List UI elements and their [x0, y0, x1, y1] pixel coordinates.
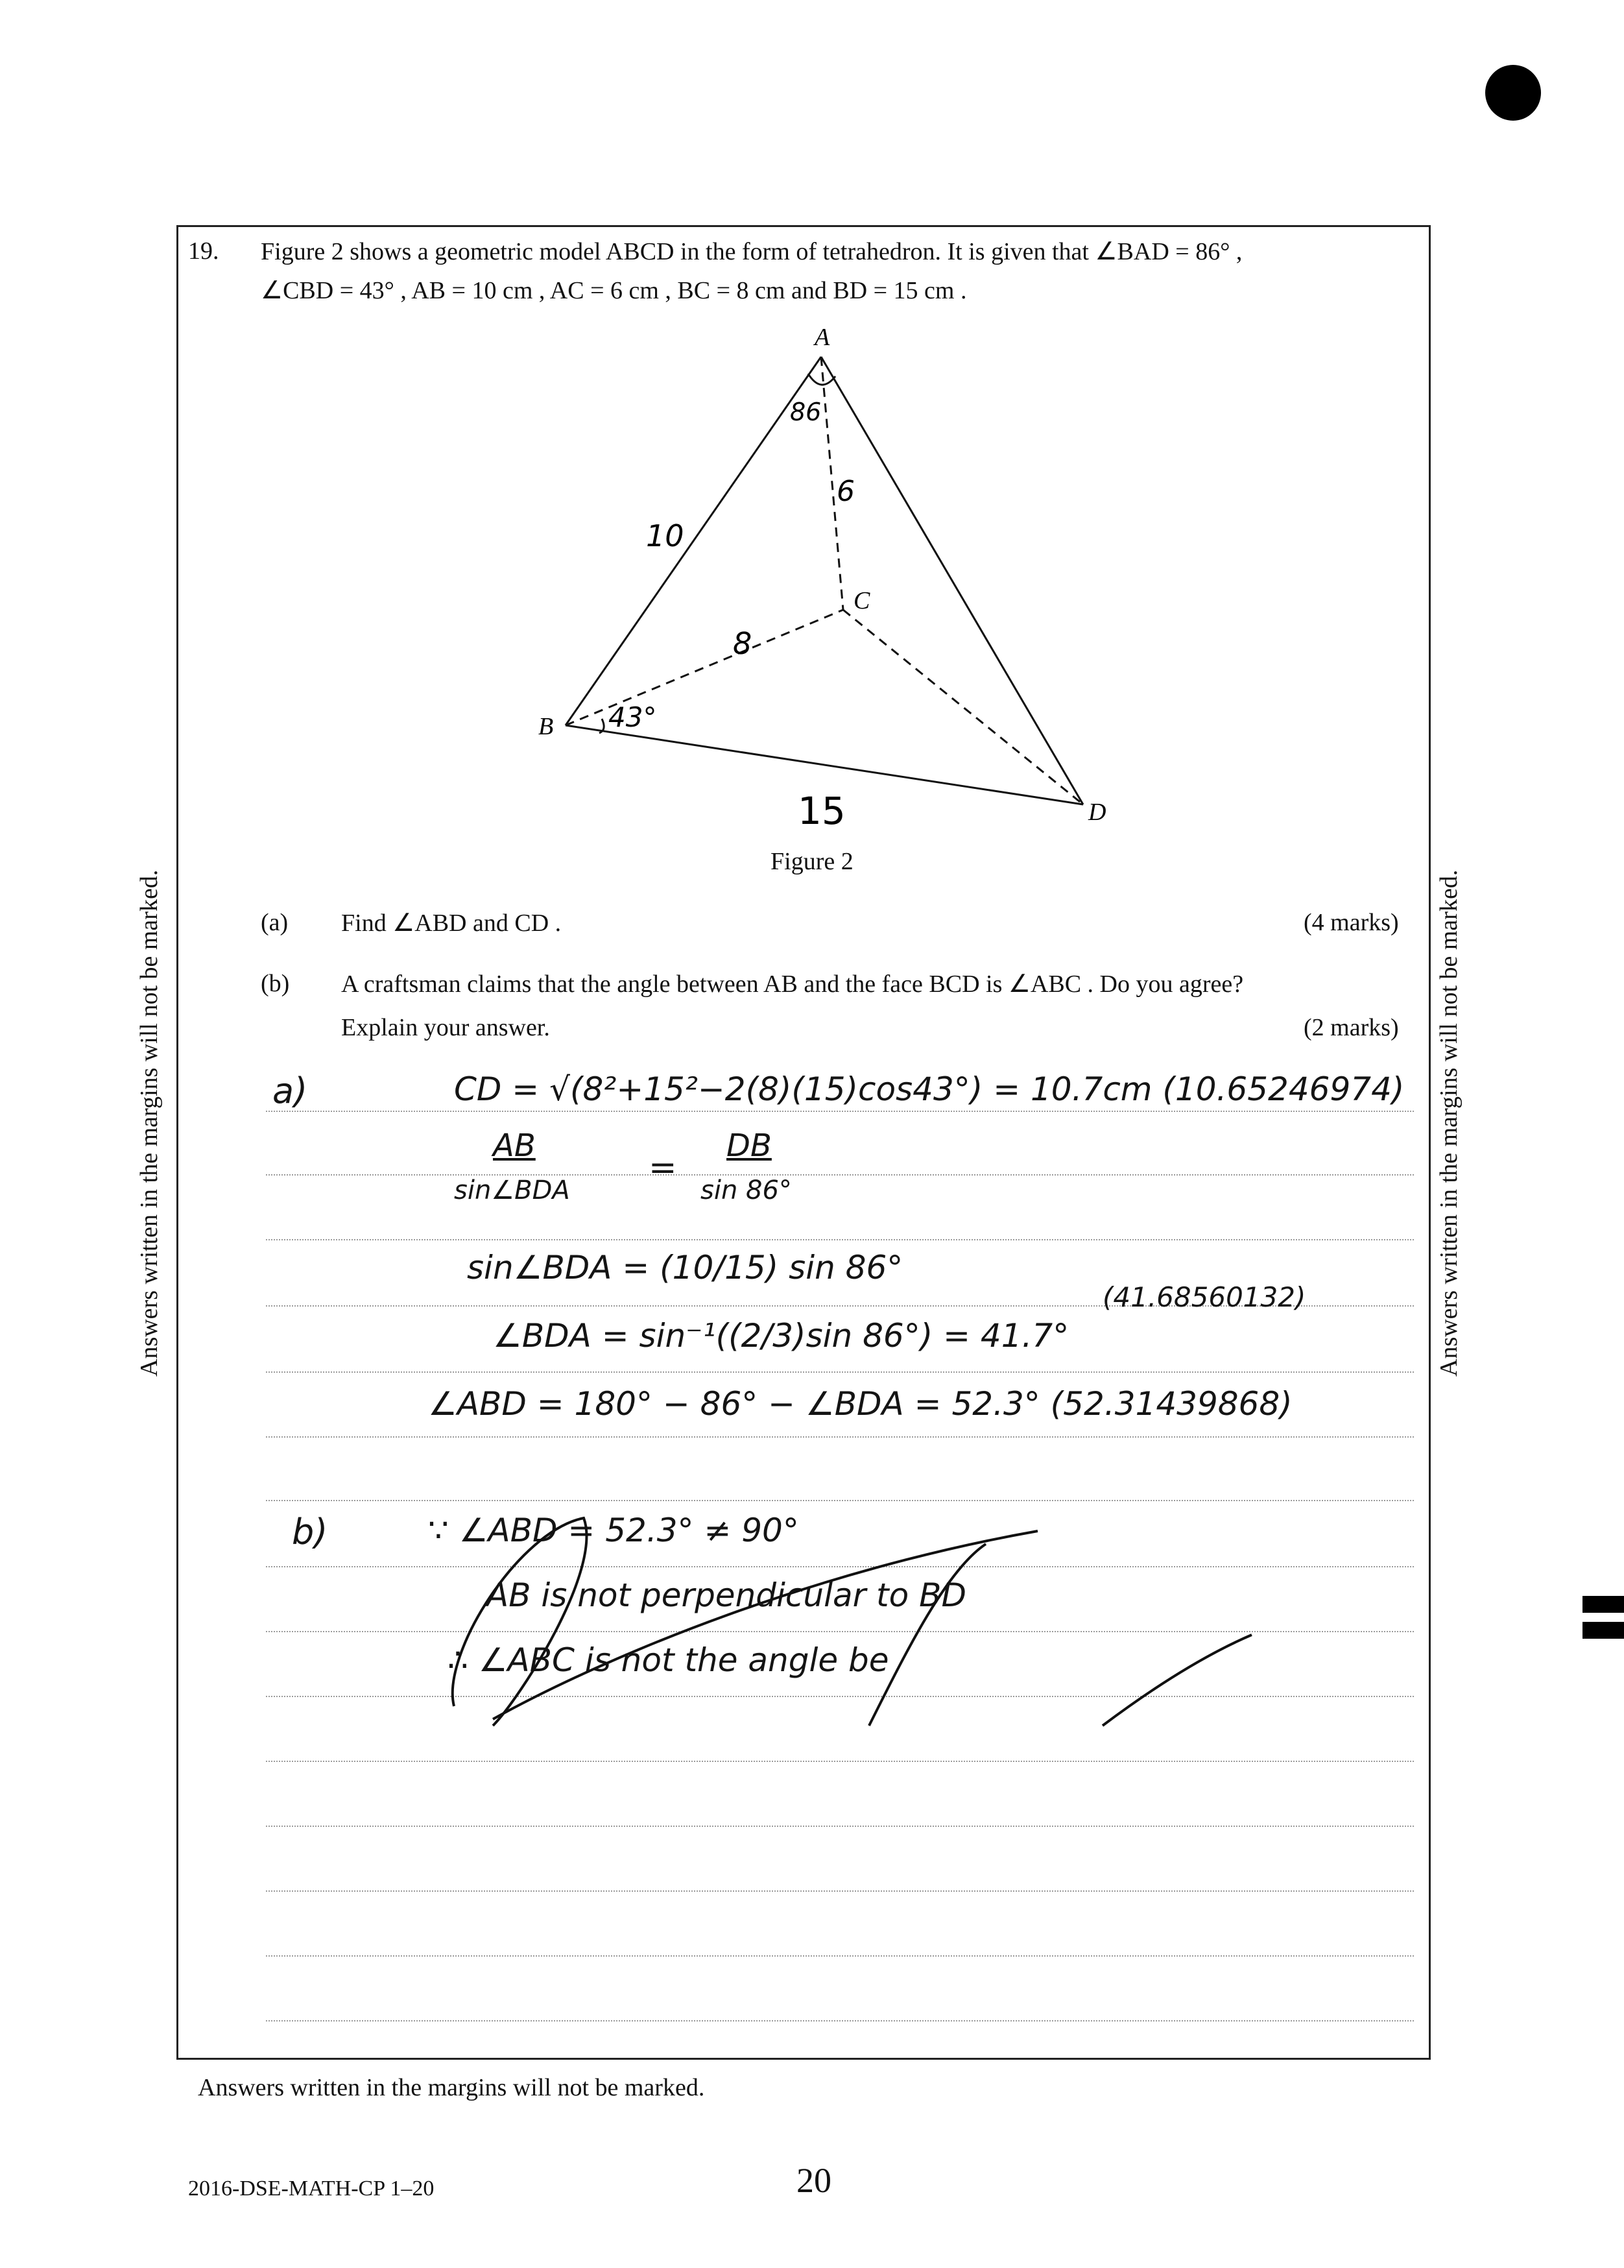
vertex-a-label: A [815, 324, 830, 351]
answer-a-line3-note: (41.68560132) [1103, 1281, 1306, 1313]
ruled-line [266, 1761, 1414, 1762]
footer-code: 2016-DSE-MATH-CP 1–20 [188, 2177, 435, 2201]
left-margin-note: Answers written in the margins will not be marked. [136, 869, 163, 1377]
answer-b-line2: AB is not perpendicular to BD [486, 1576, 966, 1614]
page-number: 20 [796, 2161, 831, 2200]
part-a-marks: (4 marks) [1304, 909, 1399, 936]
answer-a-line2-rnum: DB [726, 1128, 772, 1164]
part-b-label: (b) [261, 970, 290, 997]
ruled-line [266, 1955, 1414, 1957]
answer-a-line5: ∠ABD = 180° − 86° − ∠BDA = 52.3° (52.31439868) [428, 1385, 1293, 1423]
hand-label-ab: 10 [646, 518, 684, 553]
registration-dot [1485, 65, 1541, 121]
vertex-d-label: D [1088, 799, 1106, 826]
part-a-text: Find ∠ABD and CD . [341, 910, 562, 937]
answer-b-line1: ∵ ∠ABD = 52.3° ≠ 90° [428, 1512, 799, 1549]
answer-a-line2-eq: = [649, 1148, 677, 1187]
edge-ad [821, 357, 1083, 804]
ruled-line [266, 1826, 1414, 1827]
ruled-line [266, 1111, 1414, 1112]
answer-a-line1: CD = √(8²+15²−2(8)(15)cos43°) = 10.7cm (10.65246974) [454, 1070, 1405, 1108]
ruled-line [266, 1436, 1414, 1438]
question-stem-line2: ∠CBD = 43° , AB = 10 cm , AC = 6 cm , BC = 8 cm and BD = 15 cm . [261, 277, 967, 304]
question-number: 19. [188, 237, 219, 265]
answer-a-line2-num: AB [493, 1128, 536, 1164]
ruled-line [266, 1239, 1414, 1240]
question-stem-line1: Figure 2 shows a geometric model ABCD in the form of tetrahedron. It is given that ∠BAD = 86° , [261, 238, 1243, 265]
registration-bar-top [1582, 1596, 1624, 1613]
tetrahedron-figure [493, 318, 1141, 856]
part-b-marks: (2 marks) [1304, 1014, 1399, 1041]
crossout-scribble [415, 1492, 1297, 1739]
answer-a-label: a) [272, 1070, 308, 1111]
ruled-line [266, 2020, 1414, 2021]
answer-a-line2-den: sin∠BDA [454, 1176, 570, 1205]
edge-bc [566, 610, 843, 725]
answer-b-label: b) [292, 1512, 328, 1552]
hand-label-bd: 15 [798, 789, 846, 833]
hand-label-bc: 8 [733, 626, 752, 661]
registration-bar-bottom [1582, 1622, 1624, 1639]
bottom-margin-note: Answers written in the margins will not be marked. [198, 2074, 705, 2101]
hand-label-angle-a: 86 [790, 398, 822, 426]
answer-a-line2-rden: sin 86° [700, 1176, 792, 1205]
hand-label-angle-b: 43° [608, 701, 657, 733]
answer-a-line4: ∠BDA = sin⁻¹((2/3)sin 86°) = 41.7° [493, 1317, 1069, 1355]
edge-cd [843, 610, 1083, 804]
vertex-c-label: C [854, 587, 870, 614]
figure-caption: Figure 2 [770, 848, 854, 875]
ruled-line [266, 1174, 1414, 1176]
hand-label-ac: 6 [837, 475, 855, 508]
ruled-line [266, 1890, 1414, 1892]
part-b-text: A craftsman claims that the angle between AB and the face BCD is ∠ABC . Do you agree? [341, 971, 1244, 998]
vertex-b-label: B [538, 713, 554, 740]
part-b-text2: Explain your answer. [341, 1014, 550, 1041]
right-margin-note: Answers written in the margins will not be marked. [1435, 869, 1463, 1377]
part-a-label: (a) [261, 909, 289, 936]
answer-a-line3: sin∠BDA = (10/15) sin 86° [467, 1249, 903, 1286]
answer-b-line3: ∴ ∠ABC is not the angle be [448, 1641, 889, 1679]
ruled-line [266, 1371, 1414, 1373]
edge-ab [566, 357, 821, 725]
